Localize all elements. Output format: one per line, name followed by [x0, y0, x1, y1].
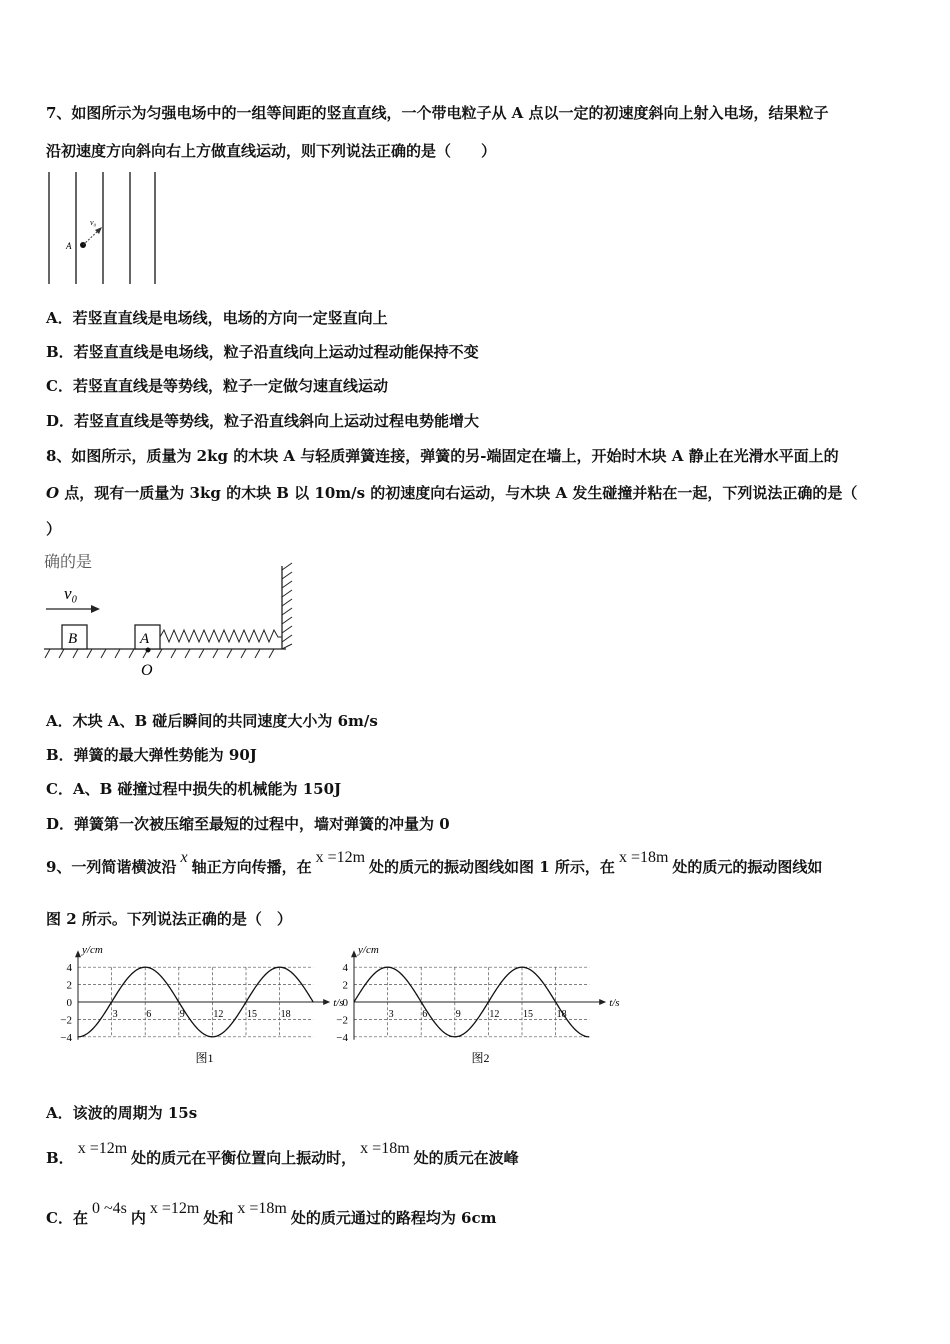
q9-stem-c: 处的质元的振动图线如图 1 所示，在	[369, 858, 615, 876]
q9-chart-1	[50, 936, 345, 1071]
y-tick-label: −2	[336, 1014, 348, 1027]
q8-figure	[40, 548, 310, 680]
v0-label: v₀	[90, 218, 97, 227]
x-axis-label: t/s	[333, 997, 344, 1009]
math-x18: x =18m	[618, 849, 669, 866]
q9-option-c-and: 处和	[203, 1209, 234, 1227]
q8-stem-line2	[46, 482, 857, 503]
math-x12: x =12m	[77, 1140, 128, 1157]
y-tick-label: −4	[336, 1031, 348, 1044]
q9-option-c[interactable]	[46, 1200, 497, 1228]
y-axis-arrow	[75, 950, 81, 957]
q8-o-italic: O	[46, 484, 60, 502]
x-tick-label: 9	[179, 1009, 185, 1020]
y-tick-label: −4	[60, 1031, 72, 1044]
origin-dot	[146, 648, 151, 653]
q9-option-c-end: 处的质元通过的路程均为 6cm	[290, 1209, 497, 1227]
q8-option-a[interactable]: A．木块 A、B 碰后瞬间的共同速度大小为 6m/s	[46, 712, 378, 730]
q9-stem-d: 处的质元的振动图线如	[672, 858, 823, 876]
q7-stem-line2: 沿初速度方向斜向右上方做直线运动，则下列说法正确的是（ ）	[46, 142, 497, 160]
ground-hatch	[45, 649, 274, 658]
v0-label: v₀	[64, 584, 78, 603]
y-tick-label: 4	[66, 962, 72, 975]
x-tick-label: 3	[112, 1009, 118, 1020]
x-tick-label: 18	[280, 1009, 291, 1020]
x-tick-label: 3	[388, 1009, 394, 1020]
q9-option-a[interactable]: A．该波的周期为 15s	[46, 1104, 198, 1122]
math-x: x	[180, 849, 188, 866]
math-x18: x =18m	[237, 1200, 287, 1217]
math-x18: x =18m	[360, 1140, 410, 1157]
q7-figure	[44, 172, 164, 286]
x-tick-label: 15	[247, 1009, 257, 1020]
x-tick-label: 12	[489, 1009, 500, 1020]
q8-stem-line1: 8、如图所示，质量为 2kg 的木块 A 与轻质弹簧连接，弹簧的另-端固定在墙上，开始时木块 A 静止在光滑水平面上的	[46, 447, 839, 465]
q9-stem-a: 9、一列简谐横波沿	[46, 858, 177, 876]
q9-stem-b: 轴正方向传播，在	[191, 858, 312, 876]
q9-option-c-prefix: C．在	[46, 1209, 88, 1227]
chart-caption: 图1	[195, 1051, 214, 1065]
point-a-label: A	[66, 241, 72, 251]
q7-option-c[interactable]: C．若竖直直线是等势线，粒子一定做匀速直线运动	[46, 377, 388, 395]
y-tick-label: −2	[60, 1014, 72, 1027]
y-axis-label: y/cm	[82, 944, 103, 957]
q8-option-b[interactable]: B．弹簧的最大弹性势能为 90J	[46, 746, 257, 764]
y-axis-label: y/cm	[358, 944, 379, 957]
x-axis-arrow	[599, 999, 606, 1005]
q9-option-b-prefix: B．	[46, 1149, 74, 1167]
math-x12: x =12m	[315, 849, 366, 866]
q8-stem-line3: ）	[46, 520, 62, 538]
q7-option-d[interactable]: D．若竖直直线是等势线，粒子沿直线斜向上运动过程电势能增大	[46, 412, 480, 430]
q9-option-c-in: 内	[130, 1209, 146, 1227]
y-tick-label: 4	[342, 962, 348, 975]
q9-option-b-mid: 处的质元在平衡位置向上振动时，	[131, 1149, 357, 1167]
y-axis-arrow	[351, 950, 357, 957]
origin-label: O	[141, 662, 153, 679]
y-tick-label: 0	[342, 997, 348, 1009]
q7-option-b[interactable]: B．若竖直直线是电场线，粒子沿直线向上运动过程动能保持不变	[46, 343, 479, 361]
x-tick-label: 6	[146, 1009, 152, 1020]
q8-option-c[interactable]: C．A、B 碰撞过程中损失的机械能为 150J	[46, 780, 342, 798]
x-tick-label: 12	[213, 1009, 224, 1020]
q8-option-d[interactable]: D．弹簧第一次被压缩至最短的过程中，墙对弹簧的冲量为 0	[46, 815, 450, 833]
q9-stem-line1	[46, 849, 823, 877]
q9-option-b[interactable]	[46, 1140, 519, 1168]
y-tick-label: 2	[342, 979, 348, 992]
math-x12: x =12m	[149, 1200, 200, 1217]
q7-option-a[interactable]: A．若竖直直线是电场线，电场的方向一定竖直向上	[46, 309, 388, 327]
q9-option-b-end: 处的质元在波峰	[413, 1149, 519, 1167]
x-tick-label: 15	[523, 1009, 533, 1020]
block-b-label: B	[68, 631, 78, 647]
spring	[160, 630, 282, 642]
q7-stem-line1: 7、如图所示为匀强电场中的一组等间距的竖直直线，一个带电粒子从 A 点以一定的初速度斜向上射入电场，结果粒子	[46, 104, 829, 122]
x-tick-label: 9	[455, 1009, 461, 1020]
y-tick-label: 2	[66, 979, 72, 992]
q8-stem-line2-rest: 点，现有一质量为 3kg 的木块 B 以 10m/s 的初速度向右运动，与木块 A 发生碰撞并粘在一起，下列说法正确的是（	[59, 484, 858, 502]
block-a-label: A	[140, 631, 150, 647]
wall-hatch	[282, 563, 292, 649]
math-range: 0 ~4s	[91, 1200, 127, 1217]
x-tick-label: 18	[556, 1009, 567, 1020]
crop-text: 确的是	[44, 554, 93, 571]
x-tick-label: 6	[422, 1009, 428, 1020]
q9-chart-2	[326, 936, 626, 1071]
v0-arrowhead	[91, 605, 100, 613]
y-tick-label: 0	[66, 997, 72, 1009]
q9-stem-line2: 图 2 所示。下列说法正确的是（ ）	[46, 910, 292, 928]
x-axis-label: t/s	[609, 997, 620, 1009]
velocity-arrow	[83, 230, 99, 245]
chart-caption: 图2	[471, 1051, 490, 1065]
